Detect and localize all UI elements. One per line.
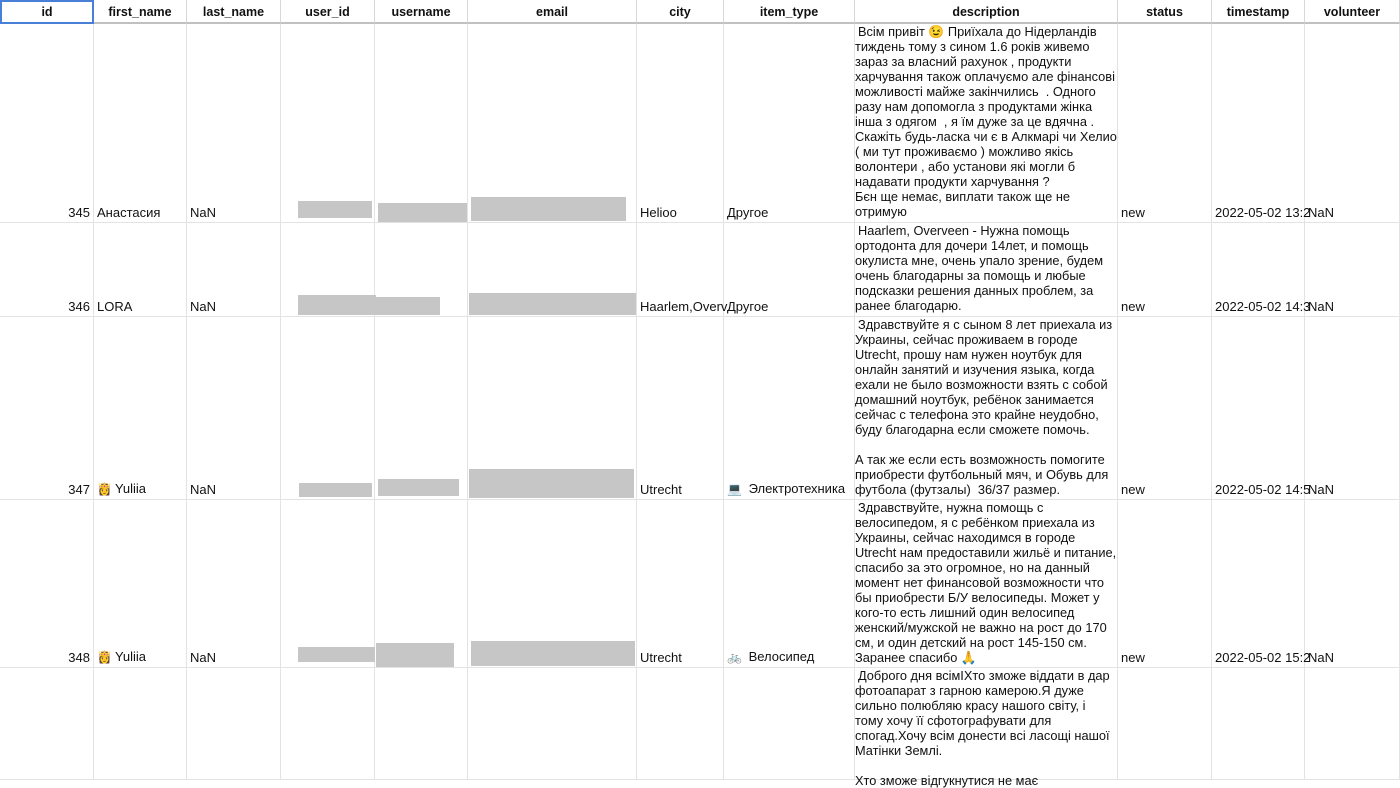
cell-value: Всім привіт 😉 Приїхала до Нідерландів тиждень тому з сином 1.6 років живемо зараз за власний рахунок , продукти харчування також оплачуємо але фінансові можливості майже закінчились . Одного разу нам допомогла з продуктами жінка інша з одягом , я їм дуже за це вдячна . Скажіть будь-ласка чи є в Алкмарі чи Хелио ( ми тут проживаємо ) можливо якісь волонтери , або установи які могли б надавати продукти харчування ? Бєн ще немає, виплати також ще не отримую	[855, 24, 1117, 219]
cell-value: 346	[68, 299, 90, 314]
cell-value: Электротехника	[744, 481, 846, 496]
item-type-icon: 💻	[727, 482, 742, 496]
cell-user-id[interactable]	[281, 668, 375, 780]
cell-value: 347	[68, 482, 90, 497]
column-header-city[interactable]: city	[637, 0, 724, 24]
cell-status[interactable]	[1118, 223, 1212, 317]
cell-id[interactable]	[0, 317, 94, 500]
cell-status[interactable]	[1118, 24, 1212, 223]
cell-status[interactable]	[1118, 668, 1212, 780]
cell-username[interactable]	[375, 24, 468, 223]
cell-last-name[interactable]	[187, 500, 281, 668]
cell-value: NaN	[1308, 650, 1335, 665]
cell-value: Здравствуйте я с сыном 8 лет приехала из Украины, сейчас проживаем в городе Utrecht, прошу нам нужен ноутбук для онлайн занятий и изучения языка, когда ехали не было возможности взять с собой домашний ноутбук, ребёнок занимается сейчас с телефона это крайне неудобно, буду благодарна если сможете помочь. А так же если есть возможность помогите приобрести футбольный мяч, и Обувь для футбола (футзалы) 36/37 размер.	[855, 317, 1113, 497]
cell-city[interactable]	[637, 317, 724, 500]
cell-last-name[interactable]	[187, 668, 281, 780]
cell-value: NaN	[1308, 205, 1335, 220]
column-header-last-name[interactable]: last_name	[187, 0, 281, 24]
cell-first-name[interactable]	[94, 24, 187, 223]
cell-city[interactable]	[637, 668, 724, 780]
cell-user-id[interactable]	[281, 317, 375, 500]
cell-value: 2022-05-02 13:2	[1215, 205, 1311, 220]
cell-value: Helioo	[640, 205, 677, 220]
avatar-icon: 👸	[97, 650, 112, 664]
redacted-block	[298, 647, 375, 662]
cell-timestamp[interactable]	[1212, 24, 1311, 223]
cell-first-name[interactable]	[94, 223, 187, 317]
cell-id[interactable]	[0, 668, 94, 780]
cell-value: Анастасия	[97, 205, 161, 220]
cell-description[interactable]	[855, 500, 1118, 668]
cell-value: Другое	[727, 205, 769, 220]
cell-volunteer[interactable]	[1305, 223, 1400, 317]
cell-last-name[interactable]	[187, 223, 281, 317]
cell-volunteer[interactable]	[1305, 500, 1400, 668]
cell-item-type[interactable]	[724, 317, 855, 500]
cell-value: Здравствуйте, нужна помощь с велосипедом, я с ребёнком приехала из Украины, сейчас находимся в городе Utrecht нам предоставили жильё и питание, спасибо за это огромное, но на данный момент нет финансовой возможности что бы приобрести Б/У велосипеды. Может у кого-то есть лишний один велосипед женский/мужской не важно на рост до 170 см, и один детский на рост 145-150 см. Заранее спасибо 🙏	[855, 500, 1117, 665]
cell-item-type[interactable]	[724, 500, 855, 668]
cell-value: Велосипед	[744, 649, 815, 664]
cell-value: NaN	[190, 650, 217, 665]
cell-value: NaN	[190, 205, 217, 220]
cell-item-type[interactable]	[724, 223, 855, 317]
cell-value: NaN	[1308, 299, 1335, 314]
avatar-icon: 👸	[97, 482, 112, 496]
cell-value: 2022-05-02 15:2	[1215, 650, 1311, 665]
cell-item-type[interactable]	[724, 668, 855, 780]
cell-status[interactable]	[1118, 500, 1212, 668]
cell-item-type[interactable]	[724, 24, 855, 223]
cell-volunteer[interactable]	[1305, 317, 1400, 500]
cell-timestamp[interactable]	[1212, 668, 1305, 780]
cell-last-name[interactable]	[187, 24, 281, 223]
cell-email[interactable]	[468, 668, 637, 780]
column-header-username[interactable]: username	[375, 0, 468, 24]
cell-email[interactable]	[468, 24, 637, 223]
redacted-block	[374, 297, 440, 315]
cell-first-name[interactable]	[94, 668, 187, 780]
cell-value: Yuliia	[114, 481, 147, 496]
cell-description[interactable]	[855, 223, 1118, 317]
cell-city[interactable]	[637, 223, 728, 317]
column-header-email[interactable]: email	[468, 0, 637, 24]
cell-id[interactable]	[0, 24, 94, 223]
column-header-volunteer[interactable]: volunteer	[1305, 0, 1400, 24]
cell-value: Utrecht	[640, 650, 682, 665]
redacted-block	[298, 295, 376, 315]
redacted-block	[469, 469, 634, 498]
cell-value: NaN	[190, 482, 217, 497]
column-header-first-name[interactable]: first_name	[94, 0, 187, 24]
item-type-icon: 🚲	[727, 650, 742, 664]
cell-timestamp[interactable]	[1212, 317, 1311, 500]
cell-value: 345	[68, 205, 90, 220]
cell-username[interactable]	[375, 317, 468, 500]
cell-last-name[interactable]	[187, 317, 281, 500]
redacted-block	[378, 479, 459, 496]
column-header-description[interactable]: description	[855, 0, 1118, 24]
redacted-block	[471, 197, 626, 221]
cell-value: new	[1121, 650, 1145, 665]
cell-description[interactable]	[855, 24, 1118, 223]
cell-value: Другое	[727, 299, 769, 314]
cell-value: Доброго дня всімIХто зможе віддати в дар фотоапарат з гарною камерою.Я дуже сильно полюбляю красу нашого світу, і тому хочу її сфотографувати для спогад.Хочу всім донести всі ласощі нашої Матінки Землі. Хто зможе відгукнутися не має	[855, 668, 1110, 788]
cell-value: 2022-05-02 14:5	[1215, 482, 1311, 497]
cell-value: 2022-05-02 14:3	[1215, 299, 1311, 314]
column-header-timestamp[interactable]: timestamp	[1212, 0, 1305, 24]
cell-value: Yuliia	[114, 649, 147, 664]
cell-city[interactable]	[637, 500, 724, 668]
cell-value: LORA	[97, 299, 133, 314]
cell-volunteer[interactable]	[1305, 24, 1400, 223]
redacted-block	[299, 483, 372, 497]
cell-value: Haarlem,Overv	[640, 299, 728, 314]
redacted-block	[471, 641, 635, 666]
column-header-id[interactable]: id	[0, 0, 94, 24]
redacted-block	[376, 643, 454, 667]
cell-value: new	[1121, 482, 1145, 497]
cell-status[interactable]	[1118, 317, 1212, 500]
cell-timestamp[interactable]	[1212, 500, 1311, 668]
cell-id[interactable]	[0, 500, 94, 668]
column-header-status[interactable]: status	[1118, 0, 1212, 24]
cell-user-id[interactable]	[281, 24, 375, 223]
cell-volunteer[interactable]	[1305, 668, 1400, 780]
cell-city[interactable]	[637, 24, 724, 223]
column-header-user-id[interactable]: user_id	[281, 0, 375, 24]
cell-description[interactable]	[855, 317, 1118, 500]
column-header-item-type[interactable]: item_type	[724, 0, 855, 24]
cell-timestamp[interactable]	[1212, 223, 1311, 317]
cell-value: NaN	[1308, 482, 1335, 497]
redacted-block	[298, 201, 372, 218]
cell-value: Utrecht	[640, 482, 682, 497]
redacted-block	[469, 293, 636, 315]
cell-first-name[interactable]	[94, 500, 187, 668]
redacted-block	[378, 203, 467, 222]
cell-description[interactable]	[855, 668, 1118, 788]
cell-username[interactable]	[375, 668, 468, 780]
cell-user-id[interactable]	[281, 500, 375, 668]
cell-value: Haarlem, Overveen - Нужна помощь ортодонта для дочери 14лет, и помощь окулиста мне, очень упало зрение, будем очень благодарны за помощь и любые подсказки решения данных проблем, за ранее благодарю.	[855, 223, 1107, 313]
cell-value: new	[1121, 205, 1145, 220]
cell-id[interactable]	[0, 223, 94, 317]
cell-value: 348	[68, 650, 90, 665]
cell-value: NaN	[190, 299, 217, 314]
cell-first-name[interactable]	[94, 317, 187, 500]
cell-value: new	[1121, 299, 1145, 314]
